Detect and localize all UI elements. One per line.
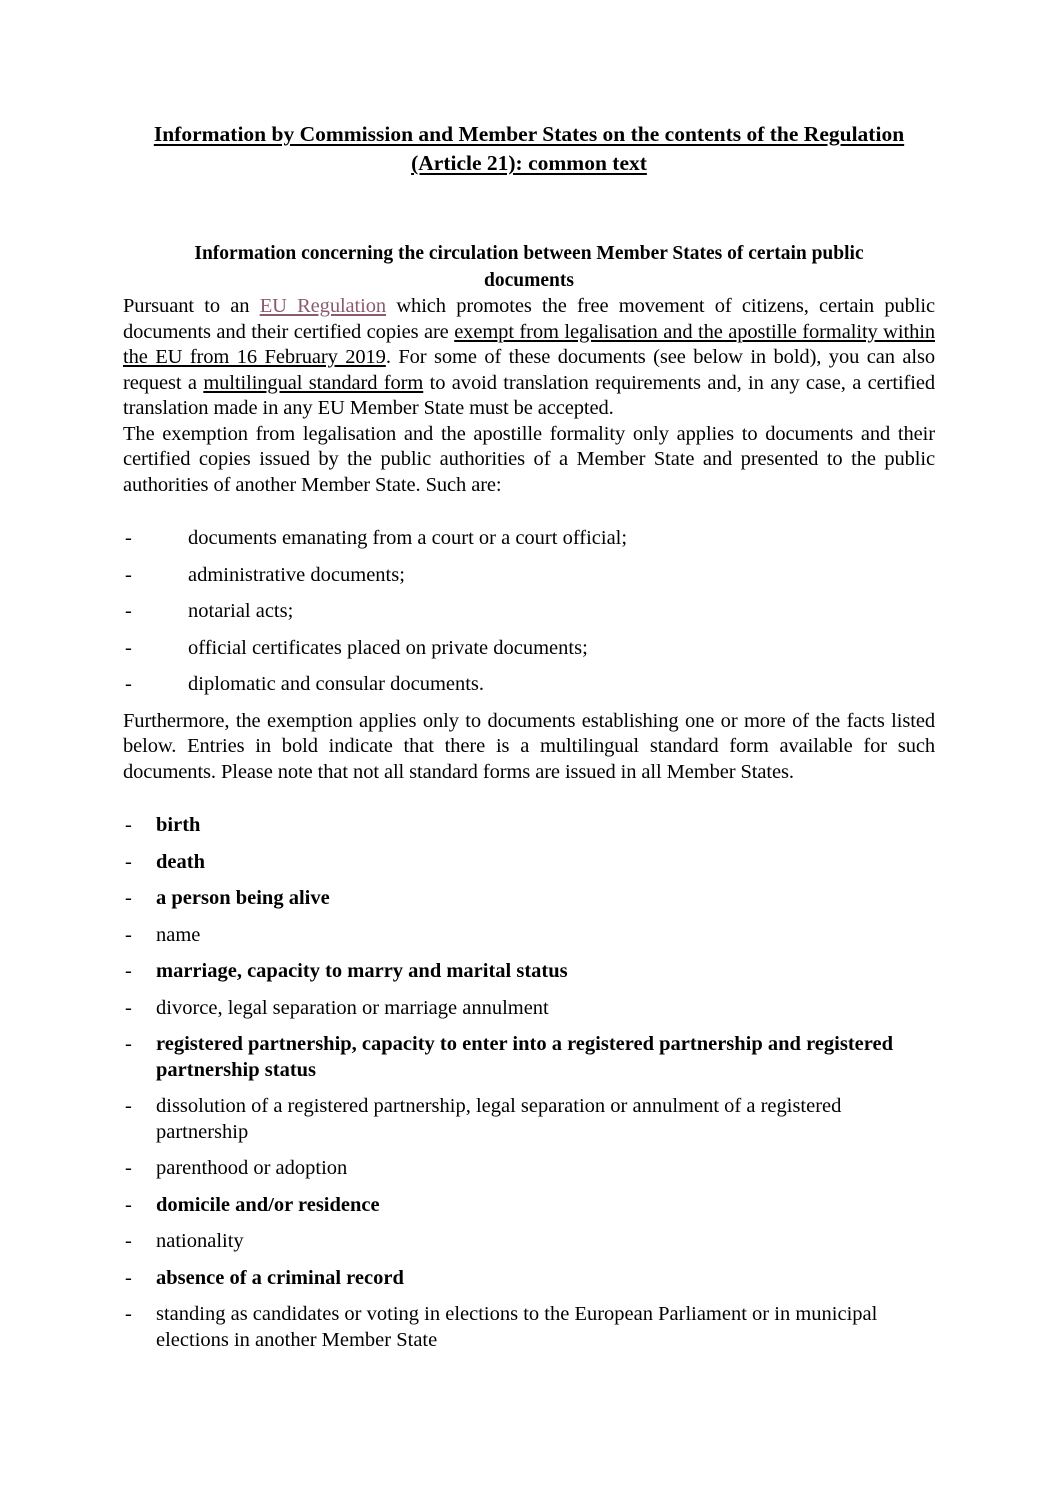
list-item-label: registered partnership, capacity to enter into a registered partnership and registered partnership status (156, 1033, 893, 1081)
list-item-label: documents emanating from a court or a court official; (188, 527, 628, 549)
list-item-label: absence of a criminal record (156, 1266, 404, 1289)
list-item-label: official certificates placed on private documents; (188, 636, 588, 659)
list-item-label: standing as candidates or voting in elections to the European Parliament or in municipal elections in another Member State (156, 1303, 878, 1351)
intro-segment-3: . For some of these documents (see below in bold), you can also request a (123, 346, 935, 394)
dash-marker: - (125, 673, 132, 695)
list-item-label: death (156, 850, 205, 873)
dash-marker: - (125, 850, 132, 873)
dash-marker: - (125, 923, 132, 946)
list-item-label: divorce, legal separation or marriage annulment (156, 996, 549, 1019)
dash-marker: - (125, 814, 132, 836)
list-item (123, 1094, 935, 1145)
eu-regulation-link[interactable]: EU Regulation (259, 295, 387, 317)
list-item (123, 1229, 935, 1255)
dash-marker: - (125, 1230, 132, 1252)
dash-marker: - (125, 527, 132, 549)
list-item (123, 996, 935, 1022)
dash-marker: - (125, 1266, 132, 1289)
list-item (123, 599, 935, 625)
list-item (123, 1193, 935, 1219)
page-title-line-1: Information by Commission and Member States on the contents of the Regulation (153, 122, 905, 146)
intro-segment-2: which promotes the free movement of citizens, certain public documents and their certified copies are (123, 295, 936, 343)
dash-marker: - (125, 996, 132, 1019)
intro-segment-4: to avoid translation requirements and, in any case, a certified translation made in any EU Member State must be accepted. (123, 371, 935, 419)
list-item-label: marriage, capacity to marry and marital status (156, 960, 568, 982)
list-item (123, 813, 935, 839)
list-item-label: notarial acts; (188, 600, 294, 622)
list-item-label: nationality (156, 1230, 244, 1252)
document-types-list (123, 526, 935, 698)
list-item (123, 923, 935, 949)
dash-marker: - (125, 960, 132, 982)
list-item (123, 672, 935, 698)
exemption-scope-paragraph: The exemption from legalisation and the apostille formality only applies to documents and their certified copies issued by the public authorities of a Member State and presented to the public authorities of another Member State. Such are: (123, 422, 935, 496)
standard-form-underlined-phrase: multilingual standard form (203, 371, 424, 394)
list-item-label: a person being alive (156, 887, 330, 909)
list-item (123, 1302, 935, 1353)
dash-marker: - (125, 636, 132, 659)
list-item (123, 636, 935, 662)
page-bottom-spacer (123, 1364, 935, 1484)
dash-marker: - (125, 1303, 132, 1325)
dash-marker: - (125, 1193, 132, 1216)
page-subtitle: Information concerning the circulation between Member States of certain public documents (194, 243, 864, 291)
list-item (123, 526, 935, 552)
page-title (123, 120, 935, 178)
list-item (123, 1156, 935, 1182)
dash-marker: - (125, 887, 132, 909)
list-item (123, 1032, 935, 1083)
list-item-label: administrative documents; (188, 563, 405, 586)
document-content (123, 120, 935, 1484)
intro-paragraph (123, 294, 935, 422)
dash-marker: - (125, 1157, 132, 1179)
list-item-label: dissolution of a registered partnership, legal separation or annulment of a registered partnership (156, 1095, 842, 1143)
list-item-label: name (156, 923, 201, 946)
facts-list (123, 813, 935, 1353)
dash-marker: - (125, 1095, 132, 1117)
dash-marker: - (125, 1033, 132, 1055)
list-item (123, 886, 935, 912)
list-item-label: birth (156, 814, 201, 836)
page-title-line-2: (Article 21): common text (411, 151, 647, 175)
list-item (123, 850, 935, 876)
list-item-label: diplomatic and consular documents. (188, 673, 485, 695)
dash-marker: - (125, 563, 132, 586)
list-item-label: domicile and/or residence (156, 1193, 380, 1216)
list-item (123, 959, 935, 985)
facts-intro-paragraph: Furthermore, the exemption applies only to documents establishing one or more of the facts listed below. Entries in bold indicate that there is a multilingual standard form available for such documents. Please note that not all standard forms are issued in all Member States. (123, 709, 935, 783)
list-item (123, 563, 935, 589)
dash-marker: - (125, 600, 132, 622)
exemption-underlined-phrase: exempt from legalisation and the apostille formality within the EU from 16 February 2019 (123, 320, 935, 368)
list-item-label: parenthood or adoption (156, 1157, 348, 1179)
list-item (123, 1266, 935, 1292)
intro-segment-1: Pursuant to an (123, 295, 260, 317)
